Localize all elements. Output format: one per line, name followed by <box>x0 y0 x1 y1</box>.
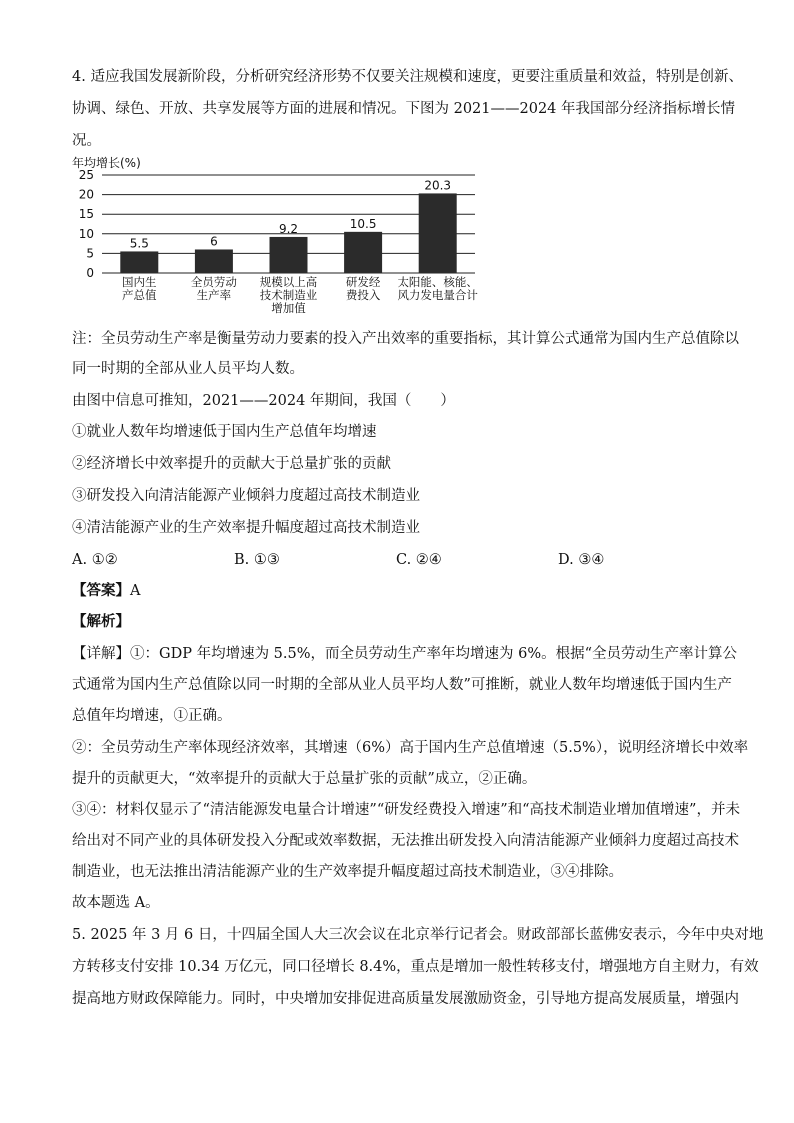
detail-line-3: 总值年均增速，①正确。 <box>72 708 232 724</box>
data-label: 6 <box>210 234 218 249</box>
bar <box>195 249 233 273</box>
x-tick-label: 生产率 <box>196 288 232 302</box>
bar <box>344 232 382 273</box>
q4-stem-line1: 4. 适应我国发展新阶段，分析研究经济形势不仅要关注规模和速度，更要注重质量和效益，特别是创新、 <box>72 69 743 85</box>
q5-line-2: 方转移支付安排 10.34 万亿元，同口径增长 8.4%，重点是增加一般性转移支付，增强地方自主财力，有效 <box>72 959 759 975</box>
bar <box>419 193 457 273</box>
q4-item-2: ②经济增长中效率提升的贡献大于总量扩张的贡献 <box>72 456 391 472</box>
q5-line-3: 提高地方财政保障能力。同时，中央增加安排促进高质量发展激励资金，引导地方提高发展质量，增强内 <box>72 991 739 1007</box>
q4-options <box>72 545 724 575</box>
y-tick-label: 25 <box>78 168 94 182</box>
detail-line-6: ③④：材料仅显示了“清洁能源发电量合计增速”“研发经费投入增速”和“高技术制造业增加值增速”，并未 <box>72 802 740 818</box>
data-label: 9.2 <box>278 221 299 236</box>
q4-stem-line2: 协调、绿色、开放、共享发展等方面的进展和情况。下图为 2021——2024 年我国部分经济指标增长情 <box>72 101 736 117</box>
y-tick-label: 20 <box>78 187 94 202</box>
y-tick-label: 10 <box>78 226 94 241</box>
detail-line-9: 故本题选 A。 <box>72 895 160 911</box>
data-label: 20.3 <box>424 178 452 193</box>
q4-note-line2: 同一时期的全部从业人员平均人数。 <box>72 361 304 377</box>
growth-bar-chart <box>70 155 490 315</box>
y-tick-label: 5 <box>86 246 94 261</box>
x-tick-label: 技术制造业 <box>259 288 318 302</box>
detail-line-1: 【详解】①：GDP 年均增速为 5.5%，而全员劳动生产率年均增速为 6%。根据“全员劳动生产率计算公 <box>72 646 738 662</box>
detail-line-7: 给出对不同产业的具体研发投入分配或效率数据，无法推出研发投入向清洁能源产业倾斜力度超过高技术 <box>72 833 739 849</box>
detail-line-4: ②：全员劳动生产率体现经济效率，其增速（6%）高于国内生产总值增速（5.5%），说明经济增长中效率 <box>72 740 749 756</box>
data-label: 5.5 <box>129 236 149 251</box>
option-c: C. ②④ <box>396 552 442 568</box>
analysis-tag: 【解析】 <box>72 613 130 630</box>
x-tick-label: 国内生 <box>122 275 157 289</box>
detail-line-2: 式通常为国内生产总值除以同一时期的全部从业人员平均人数”可推断，就业人数年均增速低于国内生产 <box>72 677 732 693</box>
x-tick-label: 太阳能、核能、 <box>397 275 478 289</box>
x-tick-label: 产总值 <box>122 288 157 302</box>
detail-line-5: 提升的贡献更大，“效率提升的贡献大于总量扩张的贡献”成立，②正确。 <box>72 771 537 787</box>
answer-line <box>72 576 724 606</box>
answer-tag: 【答案】 <box>72 582 130 599</box>
option-b: B. ①③ <box>234 552 280 568</box>
bar <box>270 237 308 273</box>
q4-note-line1: 注：全员劳动生产率是衡量劳动力要素的投入产出效率的重要指标，其计算公式通常为国内生产总值除以 <box>72 331 739 347</box>
option-a: A. ①② <box>72 552 118 568</box>
q4-stem-line3: 况。 <box>72 133 101 149</box>
y-tick-label: 0 <box>86 266 94 280</box>
x-tick-label: 全员劳动 <box>190 275 237 289</box>
x-tick-label: 规模以上高 <box>259 275 318 289</box>
x-tick-label: 费投入 <box>345 288 381 302</box>
data-label: 10.5 <box>349 216 377 231</box>
detail-line-8: 制造业，也无法推出清洁能源产业的生产效率提升幅度超过高技术制造业，③④排除。 <box>72 864 623 880</box>
q4-item-4: ④清洁能源产业的生产效率提升幅度超过高技术制造业 <box>72 520 420 536</box>
x-tick-label: 增加值 <box>271 301 306 315</box>
q4-question: 由图中信息可推知，2021——2024 年期间，我国（ ） <box>72 393 455 409</box>
bar <box>120 251 158 273</box>
answer-value: A <box>130 583 141 599</box>
q4-item-1: ①就业人数年均增速低于国内生产总值年均增速 <box>72 424 377 440</box>
option-d: D. ③④ <box>558 552 605 568</box>
y-tick-label: 15 <box>78 207 94 222</box>
q4-item-3: ③研发投入向清洁能源产业倾斜力度超过高技术制造业 <box>72 488 420 504</box>
x-tick-label: 研发经 <box>345 275 381 289</box>
chart-y-axis-label: 年均增长(%) <box>72 156 141 170</box>
x-tick-label: 风力发电量合计 <box>397 288 478 302</box>
q5-line-1: 5. 2025 年 3 月 6 日，十四届全国人大三次会议在北京举行记者会。财政部部长蓝佛安表示，今年中央对地 <box>72 927 764 943</box>
